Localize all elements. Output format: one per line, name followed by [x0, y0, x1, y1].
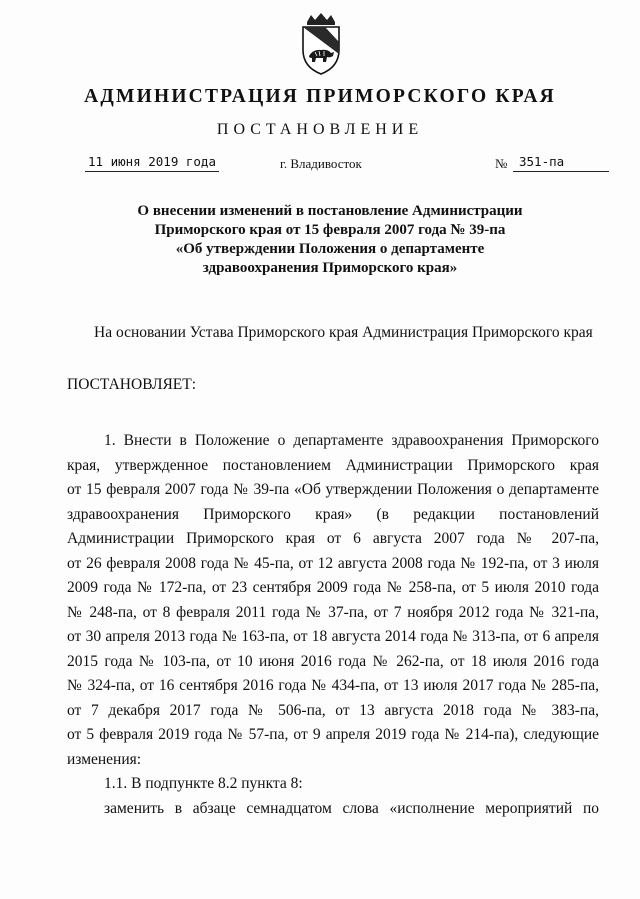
body-line: здравоохранения Приморского края» (в редакции постановлений	[67, 505, 599, 523]
body-line: от 26 февраля 2008 года № 45-па, от 12 августа 2008 года № 192-па, от 3 июля	[67, 554, 599, 572]
document-type: ПОСТАНОВЛЕНИЕ	[216, 121, 424, 138]
coat-of-arms-icon	[297, 12, 345, 76]
document-number-block	[495, 154, 613, 174]
document-body	[67, 429, 599, 821]
number-sign: №	[495, 156, 508, 171]
document-subject	[60, 202, 600, 278]
subject-line: «Об утверждении Положения о департаменте	[175, 241, 485, 257]
subject-line: Приморского края от 15 февраля 2007 года № 39-па	[154, 222, 506, 238]
body-line: от 7 декабря 2017 года № 506-па, от 13 августа 2018 года № 383-па,	[67, 701, 599, 719]
body-line: от 30 апреля 2013 года № 163-па, от 18 августа 2014 года № 313-па, от 6 апреля	[67, 628, 599, 645]
body-line: № 324-па, от 16 сентября 2016 года № 434-па, от 13 июля 2017 года № 285-па,	[67, 677, 599, 694]
body-line: 1. Внести в Положение о департаменте здравоохранения Приморского	[104, 432, 599, 449]
organization-title: АДМИНИСТРАЦИЯ ПРИМОРСКОГО КРАЯ	[84, 86, 556, 107]
resolves-heading: ПОСТАНОВЛЯЕТ:	[67, 376, 197, 393]
body-line: Администрации Приморского края от 6 августа 2007 года № 207-па,	[67, 530, 599, 547]
legal-basis: На основании Устава Приморского края Администрация Приморского края	[94, 324, 593, 341]
subject-line: О внесении изменений в постановление Администрации	[137, 203, 523, 219]
document-number: 351-па	[513, 154, 609, 172]
body-line: края, утвержденное постановлением Администрации Приморского края	[67, 456, 599, 474]
body-line: № 248-па, от 8 февраля 2011 года № 37-па, от 7 ноября 2012 года № 321-па,	[67, 603, 599, 621]
body-line: заменить в абзаце семнадцатом слова «исполнение мероприятий по	[104, 799, 599, 817]
body-line: 2009 года № 172-па, от 23 сентября 2009 года № 258-па, от 5 июля 2010 года	[67, 579, 599, 596]
subject-line: здравоохранения Приморского края»	[202, 260, 458, 276]
subpoint-heading: 1.1. В подпункте 8.2 пункта 8:	[104, 775, 303, 792]
body-line: от 5 февраля 2019 года № 57-па, от 9 апреля 2019 года № 214-па), следующие	[67, 726, 599, 743]
document-date: 11 июня 2019 года	[85, 154, 219, 172]
document-city: г. Владивосток	[280, 156, 362, 171]
body-line: изменения:	[67, 750, 142, 768]
document-meta-row	[0, 154, 640, 180]
body-line: 2015 года № 103-па, от 10 июня 2016 года № 262-па, от 18 июля 2016 года	[67, 652, 599, 670]
body-line: от 15 февраля 2007 года № 39-па «Об утверждении Положения о департаменте	[67, 481, 599, 498]
